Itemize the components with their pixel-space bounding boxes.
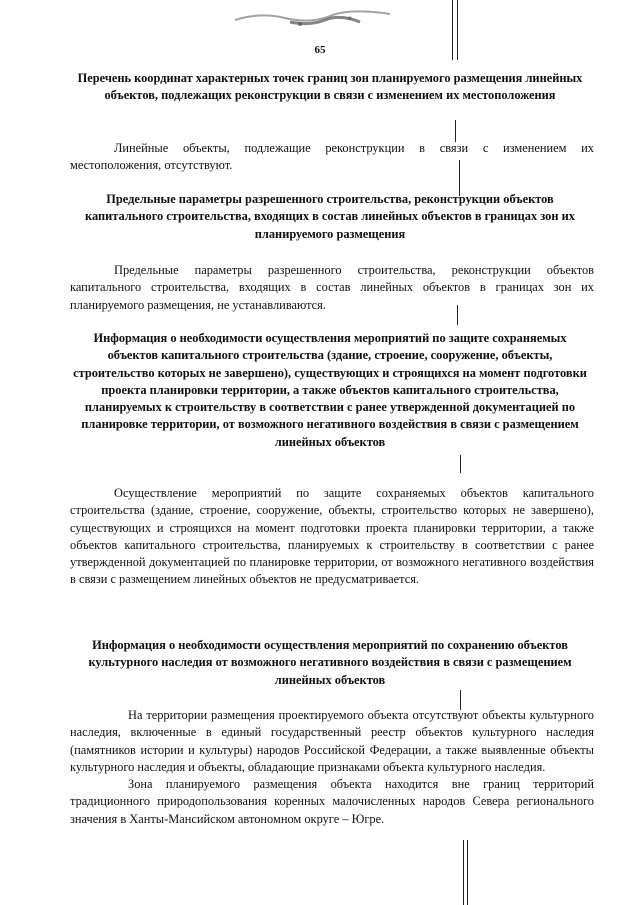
- section-text-2: [70, 262, 594, 314]
- section-heading-3: Информация о необходимости осуществления мероприятий по защите сохраняемых объектов капитального строительства (здание, строение, сооружение, объекты, строительство которых не завершено), существующих и строящихся на момент подготовки проекта планировки территории, а также объектов капитального строительства, планируемых к строительству в соответствии с ранее утвержденной документацией по планировке территории, от возможного негативного воздействия в связи с размещением линейных объектов: [73, 331, 587, 449]
- section-text-1: [70, 140, 594, 175]
- paragraph: Зона планируемого размещения объекта находится вне границ территорий традиционного природопользования коренных малочисленных народов Севера регионального значения в Ханты-Мансийском автономном округе – Югре.: [70, 777, 594, 826]
- page-number: 65: [314, 44, 326, 56]
- scan-smudge-top: [230, 6, 400, 30]
- section-heading-4: Информация о необходимости осуществления мероприятий по сохранению объектов культурного наследия от возможного негативного воздействия в связи с размещением линейных объектов: [88, 638, 572, 687]
- scan-line-3: [455, 120, 456, 142]
- section-text-3: [70, 485, 594, 589]
- paragraph: На территории размещения проектируемого объекта отсутствуют объекты культурного наследия, включенные в единый государственный реестр объектов культурного наследия (памятников истории и культуры) народов Российской Федерации, а также выявленные объекты культурного наследия и объекты, обладающие признаками объекта культурного наследия.: [70, 708, 594, 774]
- section-heading-2: Предельные параметры разрешенного строительства, реконструкции объектов капитального строительства, входящих в состав линейных объектов в границах зон их планируемого размещения: [85, 192, 575, 241]
- paragraph: Предельные параметры разрешенного строительства, реконструкции объектов капитального строительства, входящих в состав линейных объектов в границах зон их планируемого размещения, не устанавливаются.: [70, 263, 594, 312]
- section-heading-1: Перечень координат характерных точек границ зон планируемого размещения линейных объектов, подлежащих реконструкции в связи с изменением их местоположения: [77, 71, 583, 103]
- section-text-4: [70, 707, 594, 828]
- paragraph: Осуществление мероприятий по защите сохраняемых объектов капитального строительства (здание, строение, сооружение, объекты, строительство которых не завершено), существующих и строящихся на момент подготовки проекта планировки территории, а также объектов капитального строительства, планируемых к строительству в соответствии с ранее утвержденной документацией по планировке территории, от возможного негативного воздействия в связи с размещением линейных объектов не предусматривается.: [70, 486, 594, 587]
- scan-line-8: [463, 840, 464, 905]
- scan-line-6: [460, 455, 461, 473]
- scan-line-9: [467, 840, 468, 905]
- paragraph: Линейные объекты, подлежащие реконструкции в связи с изменением их местоположения, отсутствуют.: [70, 141, 594, 173]
